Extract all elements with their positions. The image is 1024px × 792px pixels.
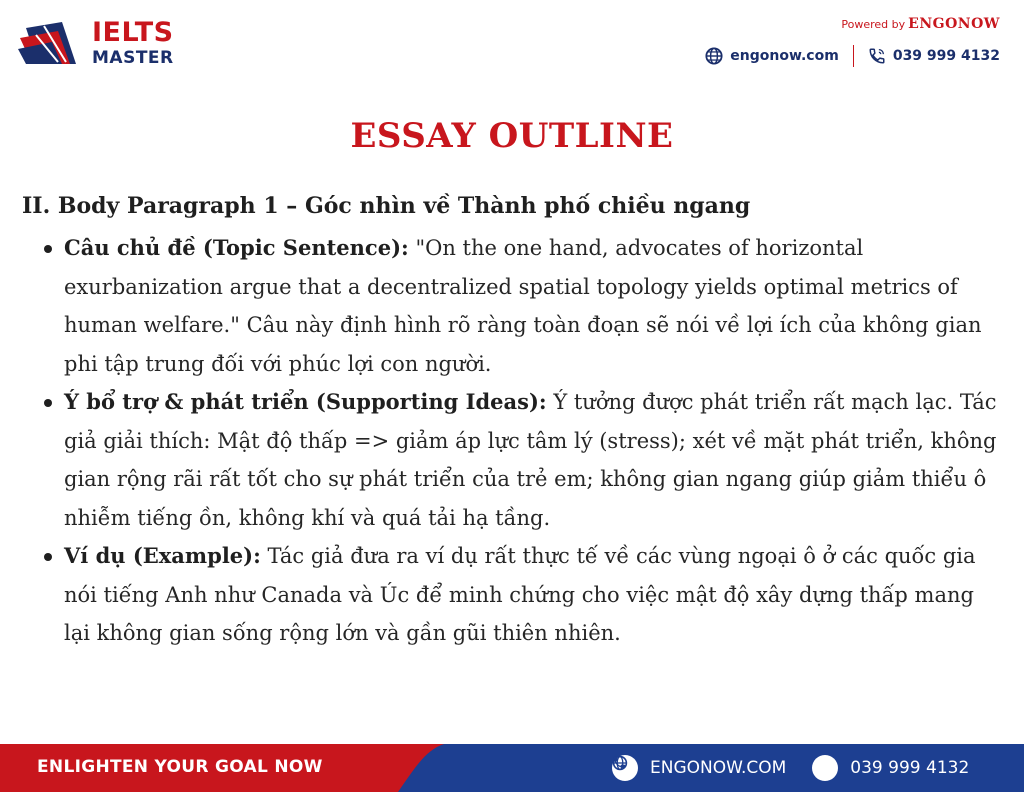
- header-contact-divider: [853, 45, 854, 67]
- bullet-topic-sentence: [40, 229, 1006, 383]
- bullet-text: "On the one hand, advocates of horizontal exurbanization argue that a decentralized spatial topology yields optimal metrics of human welfare." Câu này định hình rõ ràng toàn đoạn sẽ nói về lợi ích của không gian phi tập trung đối với phúc lợi con người.: [64, 236, 982, 376]
- bullet-dot-icon: [44, 399, 52, 407]
- footer-bar: [0, 744, 1024, 792]
- footer-phone-link[interactable]: [812, 755, 969, 781]
- logo-text-ielts: IELTS: [92, 17, 174, 48]
- footer-website-link[interactable]: [612, 755, 786, 781]
- ielts-master-logo: [18, 16, 188, 72]
- footer-phone-text: 039 999 4132: [850, 758, 970, 778]
- bullet-supporting-ideas: [40, 383, 1006, 537]
- header-contact: [705, 44, 1000, 68]
- section-heading: II. Body Paragraph 1 – Góc nhìn về Thành phố chiều ngang: [22, 193, 751, 219]
- powered-by-label: Powered by: [841, 18, 906, 31]
- header-website-text: engonow.com: [730, 48, 839, 64]
- footer-website-text: ENGONOW.COM: [650, 758, 787, 778]
- bullet-dot-icon: [44, 553, 52, 561]
- header-phone-link[interactable]: [868, 47, 1000, 65]
- footer-slogan: ENLIGHTEN YOUR GOAL NOW: [37, 757, 323, 777]
- outline-bullet-list: [40, 229, 1006, 653]
- bullet-label: Ý bổ trợ & phát triển (Supporting Ideas):: [64, 389, 547, 414]
- bullet-text: Ý tưởng được phát triển rất mạch lạc. Tác giả giải thích: Mật độ thấp => giảm áp lực tâm lý (stress); xét về mặt phát triển, không gian rộng rãi rất tốt cho sự phát triển của trẻ em; không gian ngang giúp giảm thiểu ô nhiễm tiếng ồn, không khí và quá tải hạ tầng.: [64, 390, 997, 530]
- footer-contact: [612, 755, 969, 781]
- bullet-text: Tác giả đưa ra ví dụ rất thực tế về các vùng ngoại ô ở các quốc gia nói tiếng Anh như Canada và Úc để minh chứng cho việc mật độ xây dựng thấp mang lại không gian sống rộng lớn và gần gũi thiên nhiên.: [64, 544, 976, 645]
- bullet-example: [40, 537, 1006, 653]
- bullet-label: Câu chủ đề (Topic Sentence):: [64, 235, 409, 260]
- page-title: ESSAY OUTLINE: [350, 116, 674, 156]
- logo-emblem-icon: [18, 16, 90, 72]
- logo-text-master: MASTER: [92, 48, 174, 68]
- phone-icon: [812, 755, 838, 781]
- bullet-label: Ví dụ (Example):: [64, 543, 261, 568]
- powered-by-brand: ENGONOW: [908, 16, 1000, 32]
- header-website-link[interactable]: [705, 47, 839, 65]
- header-phone-text: 039 999 4132: [892, 48, 1000, 64]
- globe-icon: [705, 47, 723, 65]
- powered-by: [841, 16, 1000, 32]
- phone-icon: [868, 47, 886, 65]
- bullet-dot-icon: [44, 245, 52, 253]
